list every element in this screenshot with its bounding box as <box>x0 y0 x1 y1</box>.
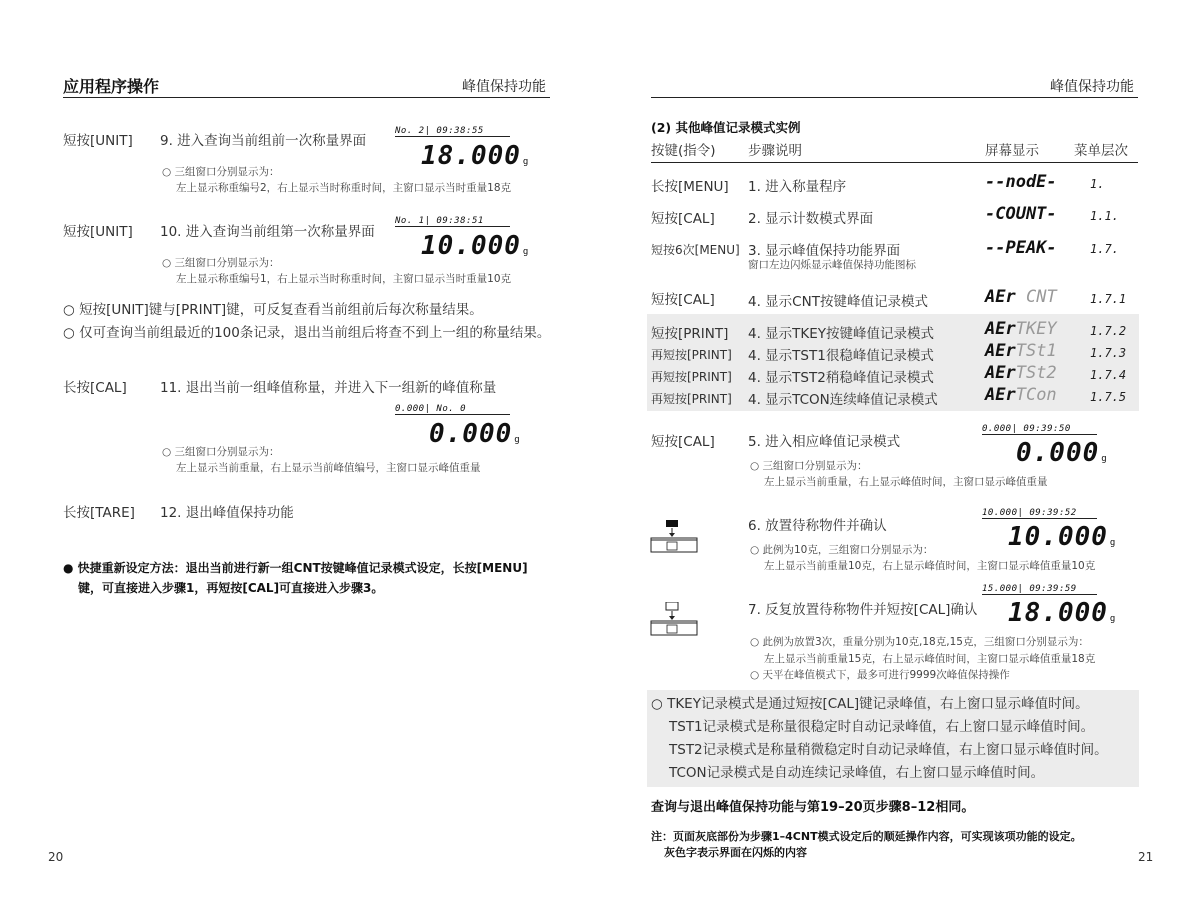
step6-note2: 左上显示当前重量10克，右上显示峰值时间，主窗口显示峰值重量10克 <box>764 560 1096 572</box>
row8-screen-blink: TCon <box>1015 385 1057 405</box>
left-tip-line2: 键，可直接进入步骤1，再短按[CAL]可直接进入步骤3。 <box>78 581 384 595</box>
row6-screen-main: AEr <box>985 341 1016 361</box>
col-header-key: 按键(指令) <box>651 143 716 159</box>
step5-lcd-unit: g <box>1101 454 1108 464</box>
step9-key: 短按[UNIT] <box>63 133 133 149</box>
repeat-weigh-icon <box>650 602 698 638</box>
footnote-line1: 注：页面灰底部份为步骤1–4CNT模式设定后的顺延操作内容，可实现该项功能的设定。 <box>651 830 1082 843</box>
step7-note3: ○ 天平在峰值模式下，最多可进行9999次峰值保持操作 <box>750 669 1010 681</box>
step5-lcd-main: 0.000 <box>1016 438 1100 468</box>
left-page-title: 应用程序操作 <box>63 77 160 96</box>
step7-text: 7. 反复放置待称物件并短按[CAL]确认 <box>748 602 978 618</box>
step5-note2: 左上显示当前重量，右上显示峰值时间，主窗口显示峰值重量 <box>764 476 1048 488</box>
step11-key: 长按[CAL] <box>63 380 127 396</box>
right-page-number: 21 <box>1138 850 1154 864</box>
row5-key: 短按[PRINT] <box>651 326 729 342</box>
row4-step: 4. 显示CNT按键峰值记录模式 <box>748 294 928 310</box>
step11-lcd-top: 0.000| No. 0 <box>395 404 510 415</box>
step9-note1: ○ 三组窗口分别显示为： <box>162 166 280 178</box>
mode-info-line4: TCON记录模式是自动连续记录峰值，右上窗口显示峰值时间。 <box>669 765 1045 781</box>
step6-text: 6. 放置待称物件并确认 <box>748 518 887 534</box>
step6-lcd <box>982 508 1117 558</box>
step6-lcd-main: 10.000 <box>1008 522 1108 552</box>
step11-lcd-main: 0.000 <box>429 419 513 449</box>
step11-lcd <box>395 404 521 454</box>
step9-note2: 左上显示称重编号2，右上显示当时称重时间，主窗口显示当时重量18克 <box>176 182 512 194</box>
step9-lcd-unit: g <box>522 157 530 167</box>
col-header-step: 步骤说明 <box>748 143 802 159</box>
step12-key: 长按[TARE] <box>63 505 135 521</box>
left-page-section: 峰值保持功能 <box>462 79 546 95</box>
step5-key: 短按[CAL] <box>651 434 715 450</box>
row2-key: 短按[CAL] <box>651 211 715 227</box>
step5-lcd <box>982 424 1108 474</box>
row7-level: 1.7.4 <box>1090 368 1127 382</box>
row8-key: 再短按[PRINT] <box>651 392 732 406</box>
step10-text: 10. 进入查询当前组第一次称量界面 <box>160 224 375 240</box>
step6-lcd-top: 10.000| 09:39:52 <box>982 508 1097 519</box>
left-para2: ○ 仅可查询当前组最近的100条记录，退出当前组后将查不到上一组的称量结果。 <box>63 325 551 341</box>
row3-level: 1.7. <box>1090 242 1119 256</box>
row7-step: 4. 显示TST2稍稳峰值记录模式 <box>748 370 934 386</box>
row8-level: 1.7.5 <box>1090 390 1127 404</box>
step11-note1: ○ 三组窗口分别显示为： <box>162 446 280 458</box>
row5-screen-blink: TKEY <box>1015 319 1057 339</box>
step5-lcd-top: 0.000| 09:39:50 <box>982 424 1097 435</box>
row5-screen <box>985 319 1057 339</box>
row6-key: 再短按[PRINT] <box>651 348 732 362</box>
row2-screen: -COUNT- <box>985 204 1057 224</box>
mode-info-line3: TST2记录模式是称量稍微稳定时自动记录峰值，右上窗口显示峰值时间。 <box>669 742 1108 758</box>
row8-step: 4. 显示TCON连续峰值记录模式 <box>748 392 938 408</box>
row3-sub: 窗口左边闪烁显示峰值保持功能图标 <box>748 259 916 271</box>
row7-screen-blink: TSt2 <box>1015 363 1057 383</box>
mode-info-line2: TST1记录模式是称量很稳定时自动记录峰值，右上窗口显示峰值时间。 <box>669 719 1095 735</box>
row4-screen <box>985 287 1057 307</box>
step9-text: 9. 进入查询当前组前一次称量界面 <box>160 133 367 149</box>
mode-info-line1: ○ TKEY记录模式是通过短按[CAL]键记录峰值，右上窗口显示峰值时间。 <box>651 696 1089 712</box>
left-page-number: 20 <box>48 850 64 864</box>
step7-note2: 左上显示当前重量15克，右上显示峰值时间，主窗口显示峰值重量18克 <box>764 653 1096 665</box>
step7-lcd <box>982 584 1117 634</box>
row6-step: 4. 显示TST1很稳峰值记录模式 <box>748 348 934 364</box>
row3-key: 短按6次[MENU] <box>651 243 740 257</box>
row1-key: 长按[MENU] <box>651 179 729 195</box>
step10-lcd-main: 10.000 <box>421 231 521 261</box>
row3-screen: --PEAK- <box>985 238 1057 258</box>
step7-lcd-main: 18.000 <box>1008 598 1108 628</box>
step11-note2: 左上显示当前重量，右上显示当前峰值编号，主窗口显示峰值重量 <box>176 462 481 474</box>
step10-key: 短按[UNIT] <box>63 224 133 240</box>
step9-lcd <box>395 126 530 176</box>
row8-screen-main: AEr <box>985 385 1016 405</box>
step11-lcd-unit: g <box>514 435 521 445</box>
left-header-rule <box>63 97 550 98</box>
step10-lcd-unit: g <box>522 247 530 257</box>
right-section-title: (2) 其他峰值记录模式实例 <box>651 120 801 135</box>
query-exit-line: 查询与退出峰值保持功能与第19–20页步骤8–12相同。 <box>651 800 975 815</box>
step6-lcd-unit: g <box>1109 538 1117 548</box>
left-para1: ○ 短按[UNIT]键与[PRINT]键，可反复查看当前组前后每次称量结果。 <box>63 302 483 318</box>
col-header-screen: 屏幕显示 <box>985 143 1039 159</box>
row2-step: 2. 显示计数模式界面 <box>748 211 874 227</box>
step6-note1: ○ 此例为10克，三组窗口分别显示为： <box>750 544 934 556</box>
row5-level: 1.7.2 <box>1090 324 1127 338</box>
row7-screen-main: AEr <box>985 363 1016 383</box>
step5-text: 5. 进入相应峰值记录模式 <box>748 434 901 450</box>
row1-step: 1. 进入称量程序 <box>748 179 847 195</box>
table-header-rule <box>651 162 1138 163</box>
right-header-rule <box>651 97 1138 98</box>
row6-level: 1.7.3 <box>1090 346 1127 360</box>
step10-note2: 左上显示称重编号1，右上显示当时称重时间，主窗口显示当时重量10克 <box>176 273 512 285</box>
row6-screen <box>985 341 1057 361</box>
row4-screen-main: AEr <box>985 287 1016 307</box>
step9-lcd-main: 18.000 <box>421 141 521 171</box>
step5-note1: ○ 三组窗口分别显示为： <box>750 460 868 472</box>
row1-screen: --nodE- <box>985 172 1057 192</box>
step12-text: 12. 退出峰值保持功能 <box>160 505 294 521</box>
step7-lcd-top: 15.000| 09:39:59 <box>982 584 1097 595</box>
row7-screen <box>985 363 1057 383</box>
row1-level: 1. <box>1090 177 1105 191</box>
step10-lcd-top: No. 1| 09:38:51 <box>395 216 510 227</box>
row6-screen-blink: TSt1 <box>1015 341 1057 361</box>
row3-step: 3. 显示峰值保持功能界面 <box>748 243 901 259</box>
step10-note1: ○ 三组窗口分别显示为： <box>162 257 280 269</box>
step7-lcd-unit: g <box>1109 614 1117 624</box>
row5-screen-main: AEr <box>985 319 1016 339</box>
weight-on-pan-icon <box>650 520 698 556</box>
col-header-level: 菜单层次 <box>1074 143 1128 159</box>
step11-text: 11. 退出当前一组峰值称量，并进入下一组新的峰值称量 <box>160 380 497 396</box>
row8-screen <box>985 385 1057 405</box>
step10-lcd <box>395 216 530 266</box>
row5-step: 4. 显示TKEY按键峰值记录模式 <box>748 326 935 342</box>
row4-level: 1.7.1 <box>1090 292 1127 306</box>
footnote-line2: 灰色字表示界面在闪烁的内容 <box>664 846 807 859</box>
step9-lcd-top: No. 2| 09:38:55 <box>395 126 510 137</box>
row4-key: 短按[CAL] <box>651 292 715 308</box>
left-tip-line1: ● 快捷重新设定方法：退出当前进行新一组CNT按键峰值记录模式设定，长按[MENU] <box>63 561 528 575</box>
row7-key: 再短按[PRINT] <box>651 370 732 384</box>
row4-screen-blink: CNT <box>1025 287 1057 307</box>
right-page-section: 峰值保持功能 <box>1050 79 1134 95</box>
row2-level: 1.1. <box>1090 209 1119 223</box>
step7-note1: ○ 此例为放置3次，重量分别为10克,18克,15克，三组窗口分别显示为： <box>750 636 1089 648</box>
